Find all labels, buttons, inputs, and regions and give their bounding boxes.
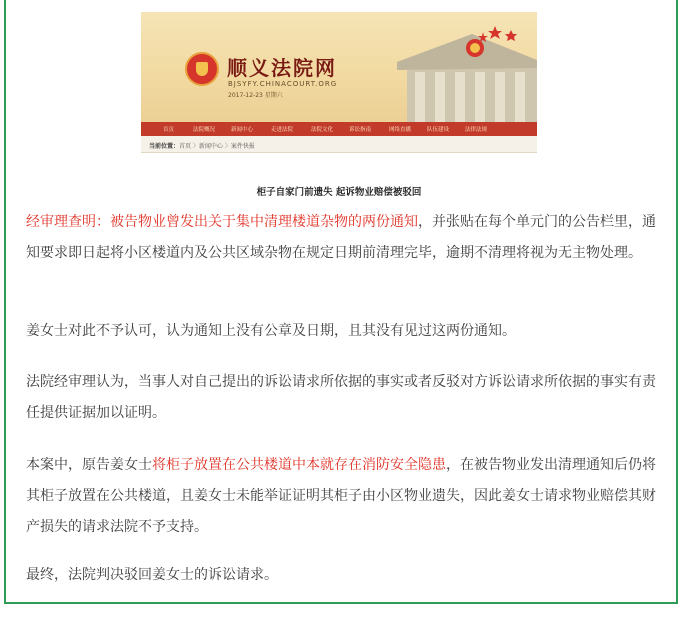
article-header <box>141 153 537 198</box>
analysis-text-end: ，在被告物业发出清理通知后仍将其柜子放置在公共楼道，且姜女士未能举证证明其柜子由小区物业遗失，因此姜女士请求物业赔偿其财产损失的请求法院不予支持。 <box>26 457 656 535</box>
article-title: 柜子自家门前遗失 起诉物业赔偿被驳回 <box>256 187 422 198</box>
paragraph-objection: 姜女士对此不予认可，认为通知上没有公章及日期，且其没有见过这两份通知。 <box>26 323 516 339</box>
nav-item[interactable]: 网络直播 <box>389 127 412 133</box>
findings-highlight: 经审理查明：被告物业曾发出关于集中清理楼道杂物的两份通知 <box>26 214 418 230</box>
site-date: 2017-12-23 星期六 <box>228 92 283 99</box>
site-header <box>141 12 537 122</box>
findings-text: ，并张贴在每个单元门的公告栏里，通知要求即日起将小区楼道内及公共区域杂物在规定日期前清理完毕，逾期不清理将视为无主物处理。 <box>26 214 656 261</box>
analysis-text-start: 本案中，原告姜女士 <box>26 457 152 473</box>
court-website-screenshot <box>141 12 537 198</box>
nav-item[interactable]: 新闻中心 <box>231 127 254 133</box>
court-emblem-icon <box>185 52 219 86</box>
court-building-icon <box>387 12 537 122</box>
nav-item[interactable]: 走进法院 <box>271 127 294 133</box>
paragraph-case-analysis <box>26 450 658 543</box>
site-title: 顺义法院网 <box>227 56 337 80</box>
breadcrumb <box>141 136 537 153</box>
nav-item[interactable]: 法律法规 <box>465 127 488 133</box>
paragraph-court-view: 法院经审理认为，当事人对自己提出的诉讼请求所依据的事实或者反驳对方诉讼请求所依据的事实有责任提供证据加以证明。 <box>26 374 656 421</box>
nav-item[interactable]: 法院概况 <box>193 127 216 133</box>
site-domain: BJSYFY.CHINACOURT.ORG <box>228 80 338 88</box>
nav-item[interactable]: 队伍建设 <box>427 127 450 133</box>
site-nav <box>141 122 537 136</box>
nav-item[interactable]: 法院文化 <box>311 127 334 133</box>
analysis-highlight: 将柜子放置在公共楼道中本就存在消防安全隐患 <box>152 457 446 473</box>
breadcrumb-label: 当前位置： <box>149 143 180 150</box>
breadcrumb-path[interactable]: 首页 〉新闻中心 〉案件快报 <box>179 143 255 150</box>
nav-item[interactable]: 首页 <box>163 127 175 133</box>
nav-item[interactable]: 诉讼指南 <box>349 127 372 133</box>
paragraph-verdict: 最终，法院判决驳回姜女士的诉讼请求。 <box>26 567 278 583</box>
paragraph-findings <box>26 207 658 269</box>
